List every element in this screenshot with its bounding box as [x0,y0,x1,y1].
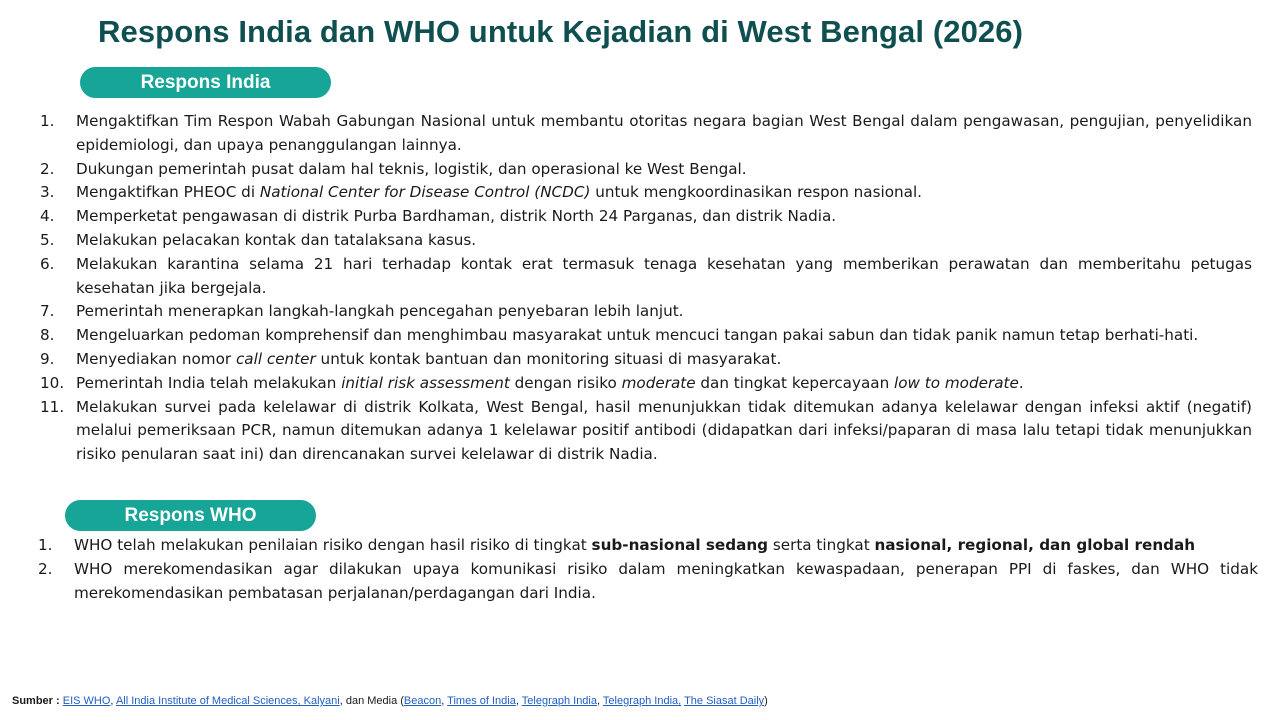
section-heading-who: Respons WHO [65,500,316,531]
list-item-number: 4. [40,207,55,226]
item-text: Memperketat pengawasan di distrik Purba Bardhaman, distrik North 24 Parganas, dan distrik Nadia. [76,207,837,226]
source-separator: , [597,695,603,707]
item-text: Melakukan karantina selama 21 hari terhadap kontak erat termasuk tenaga kesehatan yang memberikan perawatan dan memberitahu petugas kesehatan jika bergejala. [76,254,1252,297]
source-link-siasat-daily[interactable]: The Siasat Daily [684,695,765,707]
list-item [40,324,1252,348]
list-item [40,181,1252,205]
source-link-telegraph-india-2[interactable]: Telegraph India, [602,695,682,707]
list-item [40,158,1252,182]
item-text: Mengeluarkan pedoman komprehensif dan menghimbau masyarakat untuk mencuci tangan pakai sabun dan tidak panik namun tetap berhati-hati. [76,326,1199,345]
item-text: Pemerintah India telah melakukan [76,373,342,392]
list-item-number: 9. [40,349,55,368]
source-media-prefix: , dan Media ( [339,695,404,707]
list-item-number: 6. [40,254,55,273]
list-item [38,534,1258,558]
source-label: Sumber : [12,695,60,707]
list-item [40,229,1252,253]
list-item-number: 10. [40,373,65,392]
section-heading-india: Respons India [80,67,331,98]
item-text: untuk mengkoordinasikan respon nasional. [590,183,922,202]
item-text: . [1018,373,1024,392]
item-text: WHO telah melakukan penilaian risiko dengan hasil risiko di tingkat [74,536,592,554]
list-item-number: 2. [40,159,55,178]
item-text: Pemerintah menerapkan langkah-langkah pencegahan penyebaran lebih lanjut. [76,302,684,321]
source-separator: , [441,695,448,707]
item-text: untuk kontak bantuan dan monitoring situasi di masyarakat. [315,349,782,368]
list-item-number: 2. [38,559,53,578]
italic-text: National Center for Disease Control (NCDC) [259,183,591,202]
source-link-telegraph-india-1[interactable]: Telegraph India [521,695,597,707]
italic-text: call center [235,349,316,368]
item-text: dan tingkat kepercayaan [695,373,895,392]
source-link-aiims-kalyani[interactable]: All India Institute of Medical Sciences, Kalyani [115,695,340,707]
source-link-eis-who[interactable]: EIS WHO [62,695,111,707]
item-text: Melakukan survei pada kelelawar di distrik Kolkata, West Bengal, hasil menunjukkan tidak ditemukan adanya kelelawar dengan infeksi aktif (negatif) melalui pemeriksaan PCR, namun ditemukan adanya 1 kelelawar positif antibodi (didapatkan dari infeksi/paparan di masa lalu tetapi tidak menunjukkan risiko penularan saat ini) dan direncanakan survei kelelawar di distrik Nadia. [76,397,1252,464]
list-item [40,205,1252,229]
list-item-number: 1. [40,112,55,130]
list-item-number: 8. [40,326,55,345]
india-response-list [40,110,1252,467]
item-text: WHO merekomendasikan agar dilakukan upaya komunikasi risiko dalam meningkatkan kewaspadaan, penerapan PPI di faskes, dan WHO tidak merekomendasikan pembatasan perjalanan/perdagangan dari India. [74,559,1258,602]
list-item [40,253,1252,301]
item-text: dengan risiko [509,373,622,392]
item-text: Dukungan pemerintah pusat dalam hal teknis, logistik, dan operasional ke West Bengal. [76,159,747,178]
bold-text: nasional, regional, dan global rendah [874,536,1196,554]
list-item [38,558,1258,606]
list-item-number: 11. [40,397,65,416]
item-text: Melakukan pelacakan kontak dan tatalaksana kasus. [76,230,477,249]
list-item-number: 5. [40,230,55,249]
italic-text: moderate [621,373,696,392]
list-item [40,396,1252,467]
source-separator: , [515,695,522,707]
list-item-number: 1. [38,536,53,554]
list-item [40,110,1252,158]
list-item-number: 3. [40,183,55,202]
source-link-beacon[interactable]: Beacon [403,695,442,707]
page-title: Respons India dan WHO untuk Kejadian di West Bengal (2026) [98,14,1024,49]
item-text: Mengaktifkan Tim Respon Wabah Gabungan Nasional untuk membantu otoritas negara bagian West Bengal dalam pengawasan, pengujian, penyelidikan epidemiologi, dan upaya penanggulangan lainnya. [76,112,1252,154]
italic-text: initial risk assessment [341,373,510,392]
item-text: Menyediakan nomor [76,349,236,368]
source-media-suffix: ) [764,695,768,707]
item-text: Mengaktifkan PHEOC di [76,183,260,202]
list-item [40,372,1252,396]
source-separator: , [110,695,116,707]
list-item [40,300,1252,324]
italic-text: low to moderate [894,373,1019,392]
source-footer [12,695,768,707]
list-item-number: 7. [40,302,55,321]
list-item [40,348,1252,372]
item-text: serta tingkat [768,536,875,554]
bold-text: sub-nasional sedang [591,536,769,554]
source-link-times-of-india[interactable]: Times of India [447,695,516,707]
who-response-list [38,534,1258,605]
